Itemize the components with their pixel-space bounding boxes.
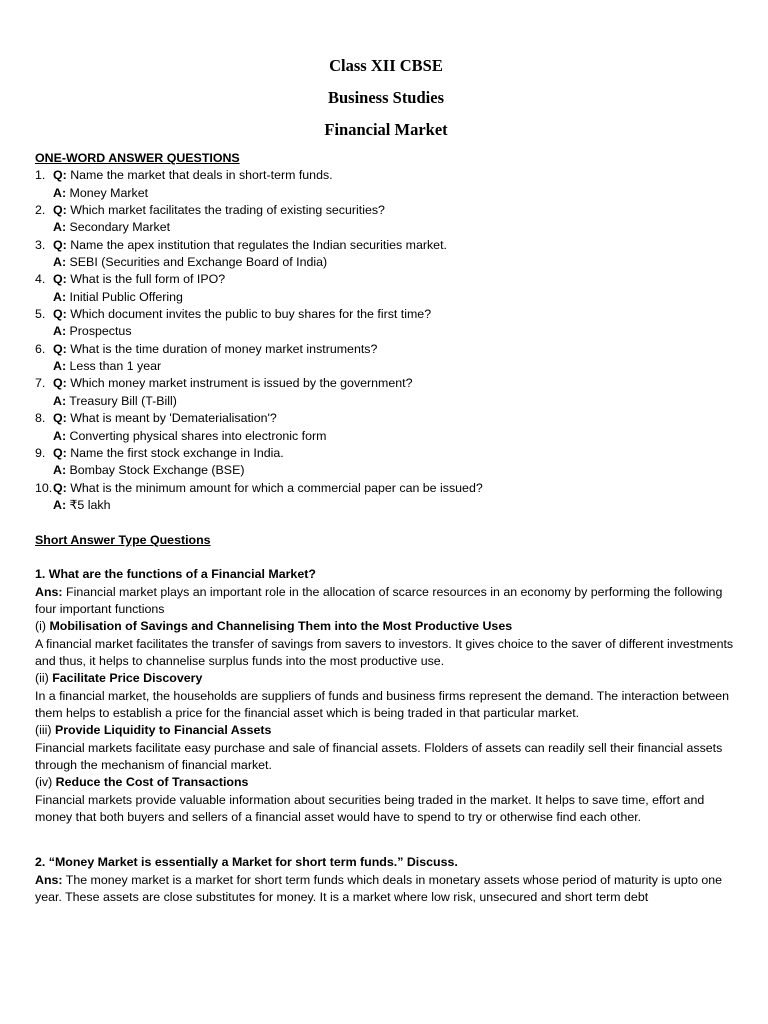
question-number: 9.: [35, 445, 46, 460]
qa-item: [35, 167, 735, 202]
question-number: 8.: [35, 411, 46, 426]
question-line: Q: Name the market that deals in short-term funds.: [53, 168, 333, 183]
answer-1-intro: Ans: Financial market plays an important role in the allocation of scarce resources in an economy by performing the following four important functions: [35, 584, 723, 616]
question-line: Q: Which money market instrument is issued by the government?: [53, 376, 413, 391]
function-point: [35, 670, 735, 722]
question-number: 10.: [35, 480, 53, 495]
class-title: Class XII CBSE: [329, 56, 443, 75]
functions-list: [35, 618, 735, 826]
qa-item: [35, 341, 735, 376]
chapter-title: Financial Market: [324, 120, 448, 139]
point-heading: (iii) Provide Liquidity to Financial Assets: [35, 723, 272, 738]
function-point: [35, 774, 735, 826]
qa-item: [35, 410, 735, 445]
point-heading: (ii) Facilitate Price Discovery: [35, 671, 203, 686]
answer-line: A: Initial Public Offering: [53, 289, 183, 304]
point-text: In a financial market, the households are suppliers of funds and business firms represent the demand. The interaction between them helps to establish a price for the financial asset which is being traded in that particular market.: [35, 688, 730, 720]
point-text: Financial markets provide valuable information about securities being traded in the market. It helps to save time, effort and money that both buyers and sellers of a financial asset would have to spend to try or otherwise find each other.: [35, 792, 705, 825]
short-question-1: [35, 566, 735, 826]
qa-item: [35, 237, 735, 272]
question-number: 5.: [35, 307, 46, 322]
function-point: [35, 722, 735, 774]
point-heading: (iv) Reduce the Cost of Transactions: [35, 775, 249, 790]
question-number: 2.: [35, 203, 46, 218]
qa-item: [35, 271, 735, 306]
short-question-2: [35, 854, 735, 906]
question-line: Q: What is meant by 'Dematerialisation'?: [53, 411, 277, 426]
question-line: Q: Name the first stock exchange in India.: [53, 445, 284, 460]
document-body: [35, 150, 735, 906]
function-point: [35, 618, 735, 670]
point-text: Financial markets facilitate easy purchase and sale of financial assets. Flolders of assets can readily sell their financial assets through the mechanism of financial market.: [35, 740, 723, 773]
question-line: Q: What is the minimum amount for which a commercial paper can be issued?: [53, 480, 483, 495]
document-header: [0, 54, 768, 150]
answer-line: A: ₹5 lakh: [53, 497, 111, 512]
one-word-heading: ONE-WORD ANSWER QUESTIONS: [35, 151, 240, 165]
question-number: 4.: [35, 272, 46, 287]
qa-item: [35, 445, 735, 480]
one-word-question-list: [35, 167, 735, 514]
answer-line: A: Converting physical shares into electronic form: [53, 428, 327, 443]
question-line: Q: Which market facilitates the trading of existing securities?: [53, 203, 385, 218]
answer-line: A: Prospectus: [53, 324, 132, 339]
qa-item: [35, 375, 735, 410]
short-answer-heading: Short Answer Type Questions: [35, 532, 211, 547]
question-number: 1.: [35, 168, 46, 183]
question-line: Q: Which document invites the public to buy shares for the first time?: [53, 307, 432, 322]
answer-2-text: Ans: The money market is a market for short term funds which deals in monetary assets whose period of maturity is upto one year. These assets are close substitutes for money. It is a market where low risk, unsecured and short term debt: [35, 872, 723, 905]
subject-title: Business Studies: [327, 88, 444, 107]
question-number: 3.: [35, 237, 46, 252]
question-line: Q: What is the time duration of money market instruments?: [53, 341, 378, 356]
answer-line: A: Secondary Market: [53, 220, 171, 235]
answer-line: A: Less than 1 year: [53, 359, 162, 374]
answer-line: A: SEBI (Securities and Exchange Board of India): [53, 255, 328, 270]
question-line: Q: What is the full form of IPO?: [53, 272, 226, 287]
question-number: 6.: [35, 341, 46, 356]
qa-item: [35, 480, 735, 515]
question-1-title: 1. What are the functions of a Financial Market?: [35, 567, 316, 582]
answer-line: A: Bombay Stock Exchange (BSE): [53, 463, 245, 478]
point-text: A financial market facilitates the transfer of savings from savers to investors. It gives choice to the saver of different investments and thus, it helps to channelise surplus funds into the most productive use.: [35, 636, 734, 668]
question-number: 7.: [35, 376, 46, 391]
point-heading: (i) Mobilisation of Savings and Channelising Them into the Most Productive Uses: [35, 619, 513, 634]
qa-item: [35, 306, 735, 341]
question-2-title: 2. “Money Market is essentially a Market for short term funds.” Discuss.: [35, 855, 458, 870]
question-line: Q: Name the apex institution that regulates the Indian securities market.: [53, 237, 447, 252]
answer-line: A: Money Market: [53, 185, 149, 200]
answer-line: A: Treasury Bill (T-Bill): [53, 393, 177, 408]
qa-item: [35, 202, 735, 237]
